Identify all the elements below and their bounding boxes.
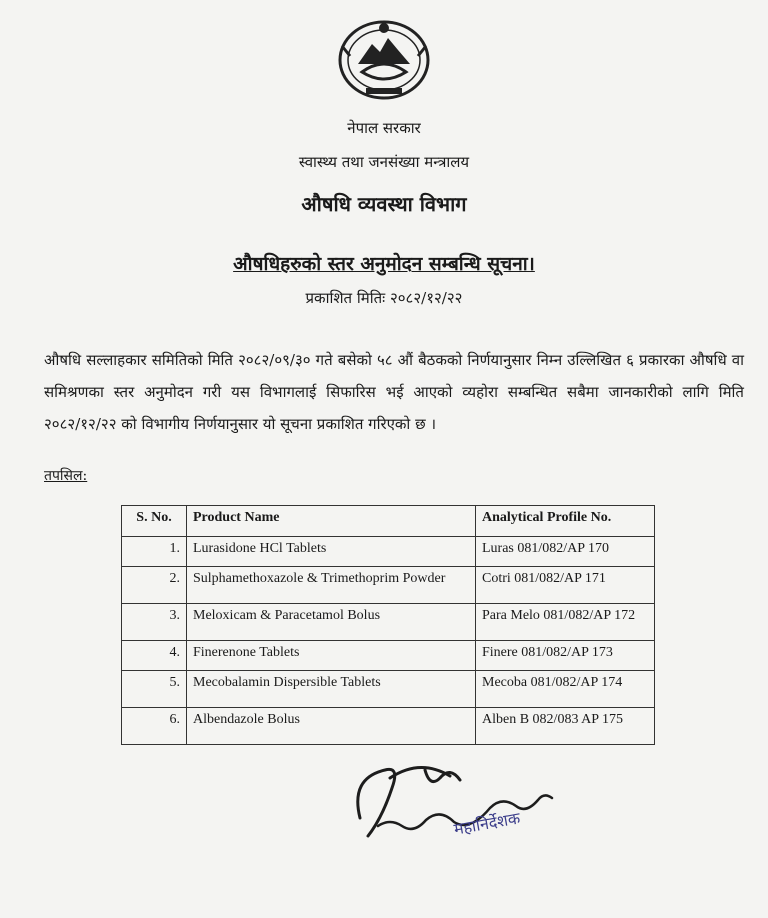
table-row	[122, 641, 655, 671]
department-name: औषधि व्यवस्था विभाग	[301, 192, 467, 216]
notice-title: औषधिहरुको स्तर अनुमोदन सम्बन्धि सूचना।	[233, 253, 535, 275]
column-header-profile: Analytical Profile No.	[476, 506, 655, 537]
row-profile-no: Luras 081/082/AP 170	[476, 537, 655, 567]
row-sno: 3.	[122, 604, 187, 641]
column-header-sno: S. No.	[122, 506, 187, 537]
row-product-name: Albendazole Bolus	[187, 708, 476, 745]
row-product-name: Mecobalamin Dispersible Tablets	[187, 671, 476, 708]
row-profile-no: Finere 081/082/AP 173	[476, 641, 655, 671]
row-product-name: Finerenone Tablets	[187, 641, 476, 671]
row-profile-no: Cotri 081/082/AP 171	[476, 567, 655, 604]
details-label: तपसिल:	[44, 468, 88, 484]
table-row	[122, 567, 655, 604]
row-profile-no: Alben B 082/083 AP 175	[476, 708, 655, 745]
row-sno: 2.	[122, 567, 187, 604]
table-row	[122, 708, 655, 745]
row-profile-no: Para Melo 081/082/AP 172	[476, 604, 655, 641]
product-table	[121, 505, 655, 745]
row-product-name: Sulphamethoxazole & Trimethoprim Powder	[187, 567, 476, 604]
handwritten-signature	[330, 748, 570, 858]
column-header-product: Product Name	[187, 506, 476, 537]
row-sno: 1.	[122, 537, 187, 567]
row-sno: 5.	[122, 671, 187, 708]
row-sno: 4.	[122, 641, 187, 671]
row-profile-no: Mecoba 081/082/AP 174	[476, 671, 655, 708]
notice-paragraph: औषधि सल्लाहकार समितिको मिति २०८२/०९/३० गते बसेको ५८ औं बैठकको निर्णयानुसार निम्न उल्लिखित ६ प्रकारका औषधि वा समिश्रणका स्तर अनुमोदन गरी यस विभागलाई सिफारिस भई आएको व्यहोरा सम्बन्धित सबैमा जानकारीको लागि मिति २०८२/१२/२२ को विभागीय निर्णयानुसार यो सूचना प्रकाशित गरिएको छ ।	[44, 351, 744, 433]
table-row	[122, 604, 655, 641]
row-sno: 6.	[122, 708, 187, 745]
designation-stamp: महानिर्देशक	[452, 808, 522, 839]
ministry-name: स्वास्थ्य तथा जनसंख्या मन्त्रालय	[298, 153, 470, 171]
nepal-emblem-icon	[336, 16, 432, 100]
table-header-row	[122, 506, 655, 537]
published-date: प्रकाशित मितिः २०८२/१२/२२	[305, 289, 463, 307]
government-name: नेपाल सरकार	[347, 119, 421, 137]
row-product-name: Lurasidone HCl Tablets	[187, 537, 476, 567]
table-row	[122, 537, 655, 567]
table-row	[122, 671, 655, 708]
row-product-name: Meloxicam & Paracetamol Bolus	[187, 604, 476, 641]
